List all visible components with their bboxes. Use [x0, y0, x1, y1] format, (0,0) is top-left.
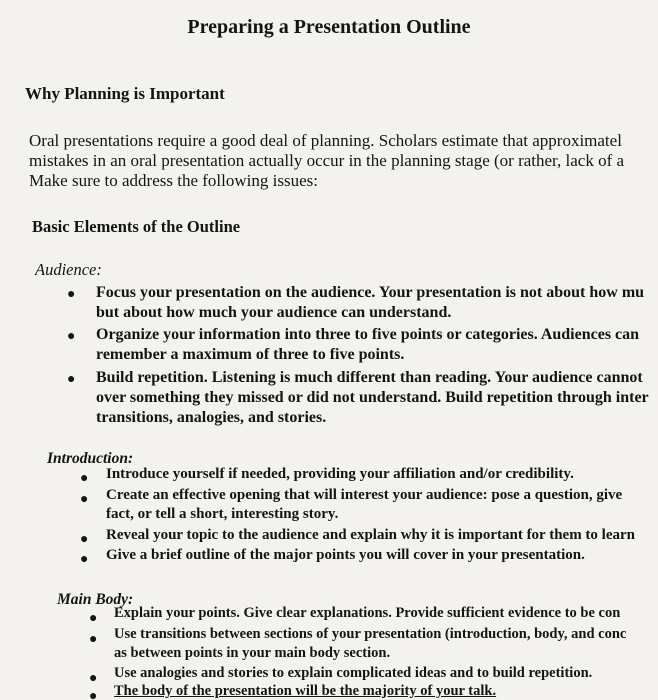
- introduction-item-2-line-1: Create an effective opening that will interest your audience: pose a question, give: [106, 487, 623, 503]
- bullet-icon: ●: [67, 287, 76, 302]
- audience-item-1-line-2: but about how much your audience can understand.: [96, 304, 452, 321]
- why-line-3: Make sure to address the following issues:: [29, 171, 318, 190]
- audience-item-3-line-2: over something they missed or did not understand. Build repetition through inter: [96, 389, 649, 406]
- bullet-icon: ●: [80, 532, 89, 547]
- audience-item-3-line-1: Build repetition. Listening is much different than reading. Your audience cannot: [96, 369, 643, 386]
- audience-item-2-line-2: remember a maximum of three to five points.: [96, 346, 405, 363]
- bullet-icon: ●: [67, 372, 76, 387]
- bullet-icon: ●: [89, 632, 98, 647]
- audience-item-1-line-1: Focus your presentation on the audience. Your presentation is not about how mu: [96, 284, 645, 301]
- bullet-icon: ●: [89, 689, 98, 700]
- bullet-icon: ●: [67, 329, 76, 344]
- why-line-1: Oral presentations require a good deal of planning. Scholars estimate that approximatel: [29, 131, 622, 150]
- main-body-item-1-line-1: Explain your points. Give clear explanations. Provide sufficient evidence to be con: [114, 605, 621, 621]
- introduction-label: Introduction:: [47, 450, 134, 467]
- introduction-item-1-line-1: Introduce yourself if needed, providing your affiliation and/or credibility.: [106, 466, 574, 482]
- bullet-icon: ●: [80, 552, 89, 567]
- main-body-label: Main Body:: [57, 591, 134, 608]
- main-body-item-4-line-1: The body of the presentation will be the majority of your talk.: [114, 683, 497, 699]
- introduction-item-2-line-2: fact, or tell a short, interesting story.: [106, 506, 339, 522]
- audience-item-3-line-3: transitions, analogies, and stories.: [96, 409, 327, 426]
- introduction-item-4-line-1: Give a brief outline of the major points you will cover in your presentation.: [106, 547, 585, 563]
- audience-item-2-line-1: Organize your information into three to five points or categories. Audiences can: [96, 326, 640, 343]
- introduction-item-3-line-1: Reveal your topic to the audience and explain why it is important for them to learn: [106, 527, 636, 543]
- bullet-icon: ●: [80, 471, 89, 486]
- main-body-item-2-line-1: Use transitions between sections of your presentation (introduction, body, and conc: [114, 626, 627, 642]
- main-body-item-2-line-2: as between points in your main body section.: [114, 645, 391, 661]
- bullet-icon: ●: [89, 671, 98, 686]
- why-heading: Why Planning is Important: [25, 84, 225, 103]
- audience-label: Audience:: [35, 260, 102, 279]
- page-title: Preparing a Presentation Outline: [187, 16, 471, 38]
- main-body-item-3-line-1: Use analogies and stories to explain complicated ideas and to build repetition.: [114, 665, 593, 681]
- basic-heading: Basic Elements of the Outline: [32, 217, 241, 236]
- why-line-2: mistakes in an oral presentation actually occur in the planning stage (or rather, lack of a: [29, 151, 625, 170]
- bullet-icon: ●: [89, 611, 98, 626]
- bullet-icon: ●: [80, 492, 89, 507]
